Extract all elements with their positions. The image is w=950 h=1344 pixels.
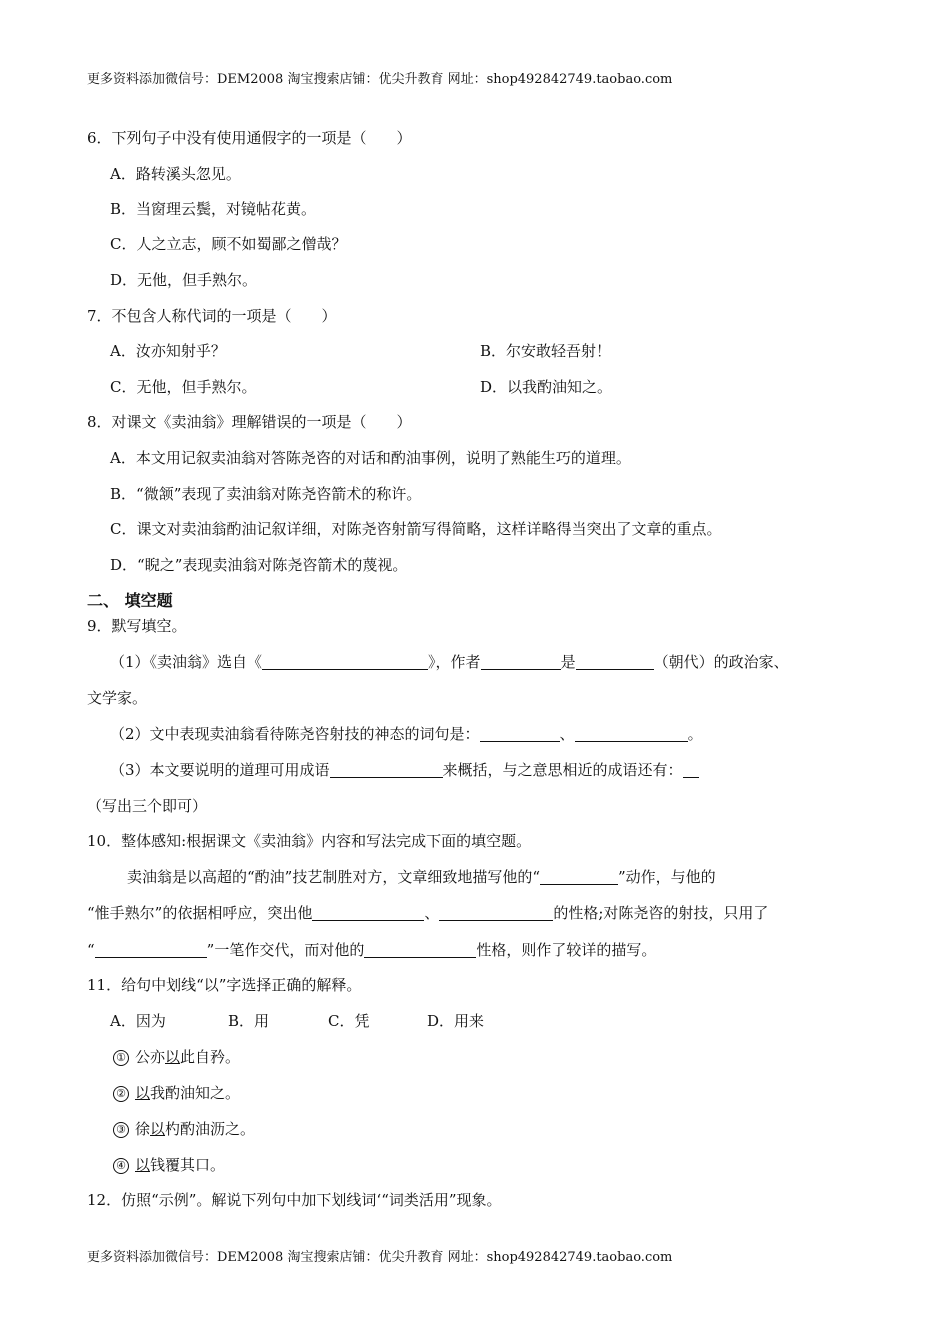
q9-part3-text-b: 来概括，与之意思相近的成语还有： (442, 761, 683, 779)
q11-s3-prefix: 徐 (135, 1120, 151, 1138)
q11-s1-prefix: 公亦 (135, 1048, 166, 1066)
page-header: 更多资料添加微信号：DEM2008 淘宝搜索店铺：优尖升教育 网址：shop492842749.taobao.com (87, 72, 673, 87)
q11-sentence-3 (113, 1119, 255, 1139)
q9-part2 (110, 724, 703, 744)
q6-stem: 6．下列句子中没有使用通假字的一项是（ ） (87, 129, 412, 147)
q8-option-b: B．“微颔”表现了卖油翁对陈尧咨箭术的称许。 (110, 485, 422, 503)
q9-part3 (110, 760, 699, 780)
q10-stem: 10．整体感知:根据课文《卖油翁》内容和写法完成下面的填空题。 (87, 832, 532, 850)
q11-sentence-4 (113, 1155, 225, 1175)
blank-author[interactable] (481, 653, 561, 670)
q9-part1 (110, 652, 789, 672)
q11-sentence-1 (113, 1047, 240, 1067)
q9-part3-text-a: （3）本文要说明的道理可用成语 (110, 761, 330, 779)
blank-similar-idioms[interactable] (683, 761, 699, 778)
blank-book-title[interactable] (262, 653, 428, 670)
q9-stem: 9．默写填空。 (87, 617, 187, 635)
blank-action[interactable] (540, 868, 618, 885)
q10-line3-text-b: ”一笔作交代，而对他的 (206, 941, 365, 959)
blank-dynasty[interactable] (576, 653, 654, 670)
q10-line2-text-c: 的性格;对陈尧咨的射技，只用了 (553, 904, 769, 922)
underlined-word: 以 (165, 1048, 181, 1066)
q10-line2-text-a: “惟手熟尔”的依据相呼应，突出他 (87, 904, 313, 922)
q11-option-d: D．用来 (427, 1012, 485, 1030)
q9-part2-text-a: （2）文中表现卖油翁看待陈尧咨射技的神态的词句是： (110, 725, 480, 743)
q6-option-c: C．人之立志，顾不如蜀鄙之僧哉？ (110, 235, 347, 253)
q11-option-c: C．凭 (328, 1012, 370, 1030)
q8-stem: 8．对课文《卖油翁》理解错误的一项是（ ） (87, 413, 412, 431)
underlined-word: 以 (135, 1156, 151, 1174)
q9-part1-text-d: （朝代）的政治家、 (653, 653, 789, 671)
section-title: 二、 填空题 (87, 591, 173, 610)
q11-option-b: B．用 (228, 1012, 270, 1030)
q11-option-a: A．因为 (110, 1012, 166, 1030)
q8-option-a: A．本文用记叙卖油翁对答陈尧咨的对话和酌油事例，说明了熟能生巧的道理。 (110, 449, 631, 467)
q11-sentence-2 (113, 1083, 240, 1103)
q6-option-a: A．路转溪头忽见。 (110, 165, 241, 183)
q7-option-c: C．无他，但手熟尔。 (110, 378, 257, 396)
circled-number-3: ③ (113, 1122, 129, 1138)
blank-description[interactable] (95, 941, 207, 958)
circled-number-1: ① (113, 1050, 129, 1066)
q9-part1-text-b: 》，作者 (428, 653, 481, 671)
q8-option-c: C．课文对卖油翁酌油记叙详细，对陈尧咨射箭写得简略，这样详略得当突出了文章的重点。 (110, 520, 722, 538)
q11-s4-suffix: 钱覆其口。 (150, 1156, 226, 1174)
q9-part1-text-a: （1）《卖油翁》选自《 (110, 653, 263, 671)
q9-part1-text-c: 是 (560, 653, 576, 671)
page-footer: 更多资料添加微信号：DEM2008 淘宝搜索店铺：优尖升教育 网址：shop492842749.taobao.com (87, 1250, 673, 1265)
q7-option-b: B．尔安敢轻吾射！ (480, 342, 612, 360)
blank-character-1[interactable] (312, 904, 424, 921)
q11-stem: 11．给句中划线“以”字选择正确的解释。 (87, 976, 362, 994)
q9-part1-continued: 文学家。 (87, 689, 148, 707)
q7-option-d: D．以我酌油知之。 (480, 378, 613, 396)
q6-option-b: B．当窗理云鬓，对镜帖花黄。 (110, 200, 317, 218)
q10-line2 (87, 903, 768, 923)
circled-number-4: ④ (113, 1158, 129, 1174)
underlined-word: 以 (135, 1084, 151, 1102)
q11-s2-suffix: 我酌油知之。 (150, 1084, 241, 1102)
q10-line2-text-b: 、 (424, 904, 440, 922)
q11-s3-suffix: 杓酌油沥之。 (165, 1120, 256, 1138)
q7-option-a: A．汝亦知射乎？ (110, 342, 226, 360)
blank-character-3[interactable] (364, 941, 476, 958)
blank-character-2[interactable] (439, 904, 553, 921)
q12-stem: 12．仿照“示例”。解说下列句中加下划线词‘“词类活用”现象。 (87, 1191, 502, 1209)
q10-line1-text-a: 卖油翁是以高超的“酌油”技艺制胜对方，文章细致地描写他的“ (127, 868, 541, 886)
q10-line1-text-b: ”动作，与他的 (618, 868, 716, 886)
q10-line3 (87, 940, 656, 960)
circled-number-2: ② (113, 1086, 129, 1102)
blank-expression-1[interactable] (480, 725, 560, 742)
q9-part2-text-b: 、 (559, 725, 575, 743)
underlined-word: 以 (150, 1120, 166, 1138)
q9-part2-text-c: 。 (687, 725, 703, 743)
q10-line1 (127, 867, 716, 887)
q10-line3-text-a: “ (87, 941, 95, 959)
blank-idiom[interactable] (330, 761, 443, 778)
q10-line3-text-c: 性格，则作了较详的描写。 (476, 941, 657, 959)
q6-option-d: D．无他，但手熟尔。 (110, 271, 258, 289)
q7-stem: 7．不包含人称代词的一项是（ ） (87, 307, 337, 325)
q9-part3-note: （写出三个即可） (87, 797, 208, 815)
blank-expression-2[interactable] (575, 725, 688, 742)
q11-s1-suffix: 此自矜。 (180, 1048, 241, 1066)
q8-option-d: D．“睨之”表现卖油翁对陈尧咨箭术的蔑视。 (110, 556, 408, 574)
